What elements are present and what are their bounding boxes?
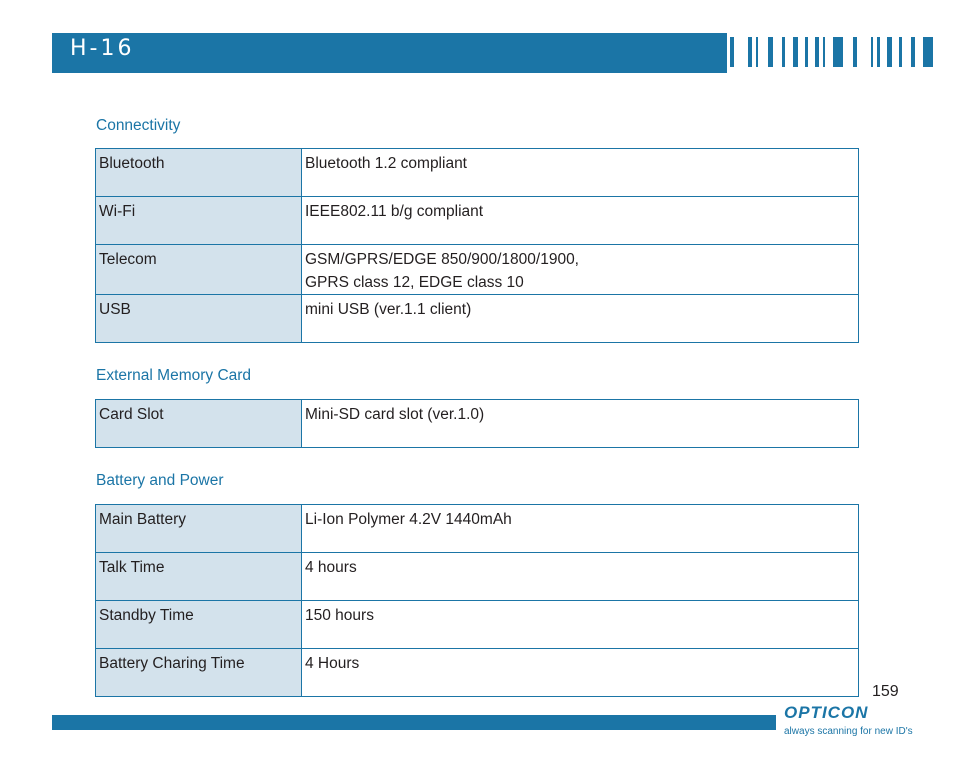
spec-value-line: IEEE802.11 b/g compliant xyxy=(305,203,484,220)
table-row xyxy=(96,400,859,448)
section-title-connectivity: Connectivity xyxy=(96,117,181,134)
footer-bar xyxy=(52,715,776,730)
spec-label: Telecom xyxy=(96,245,302,295)
table-row xyxy=(96,649,859,697)
spec-value xyxy=(302,601,859,649)
spec-value-line: 150 hours xyxy=(305,607,374,624)
memory-table xyxy=(95,399,859,448)
spec-label: Battery Charing Time xyxy=(96,649,302,697)
table-row xyxy=(96,601,859,649)
spec-label: Card Slot xyxy=(96,400,302,448)
spec-value xyxy=(302,295,859,343)
spec-label: USB xyxy=(96,295,302,343)
spec-value xyxy=(302,553,859,601)
spec-label: Standby Time xyxy=(96,601,302,649)
table-row xyxy=(96,553,859,601)
spec-value-line: mini USB (ver.1.1 client) xyxy=(305,301,472,318)
battery-table xyxy=(95,504,859,697)
connectivity-table xyxy=(95,148,859,343)
table-row xyxy=(96,197,859,245)
model-title: H-16 xyxy=(70,36,135,61)
spec-value-line: Li-Ion Polymer 4.2V 1440mAh xyxy=(305,511,512,528)
page-number: 159 xyxy=(872,683,899,700)
spec-value xyxy=(302,197,859,245)
table-row xyxy=(96,149,859,197)
section-title-battery: Battery and Power xyxy=(96,472,224,489)
spec-value-line: Bluetooth 1.2 compliant xyxy=(305,155,467,172)
table-row xyxy=(96,295,859,343)
spec-label: Main Battery xyxy=(96,505,302,553)
spec-value xyxy=(302,245,859,295)
section-title-memory: External Memory Card xyxy=(96,367,252,384)
spec-value-line: GPRS class 12, EDGE class 10 xyxy=(305,274,524,291)
spec-value xyxy=(302,649,859,697)
table-row xyxy=(96,245,859,295)
spec-value-line: GSM/GPRS/EDGE 850/900/1800/1900, xyxy=(305,251,579,268)
spec-value xyxy=(302,400,859,448)
spec-value-line: 4 hours xyxy=(305,559,357,576)
spec-value-line: 4 Hours xyxy=(305,655,360,672)
brand-logo: OPTICON xyxy=(784,703,869,722)
spec-value xyxy=(302,505,859,553)
brand-tagline: always scanning for new ID's xyxy=(784,726,913,737)
spec-label: Bluetooth xyxy=(96,149,302,197)
barcode-graphic xyxy=(727,33,937,73)
spec-value xyxy=(302,149,859,197)
spec-label: Talk Time xyxy=(96,553,302,601)
spec-value-line: Mini-SD card slot (ver.1.0) xyxy=(305,406,485,423)
table-row xyxy=(96,505,859,553)
spec-label: Wi-Fi xyxy=(96,197,302,245)
